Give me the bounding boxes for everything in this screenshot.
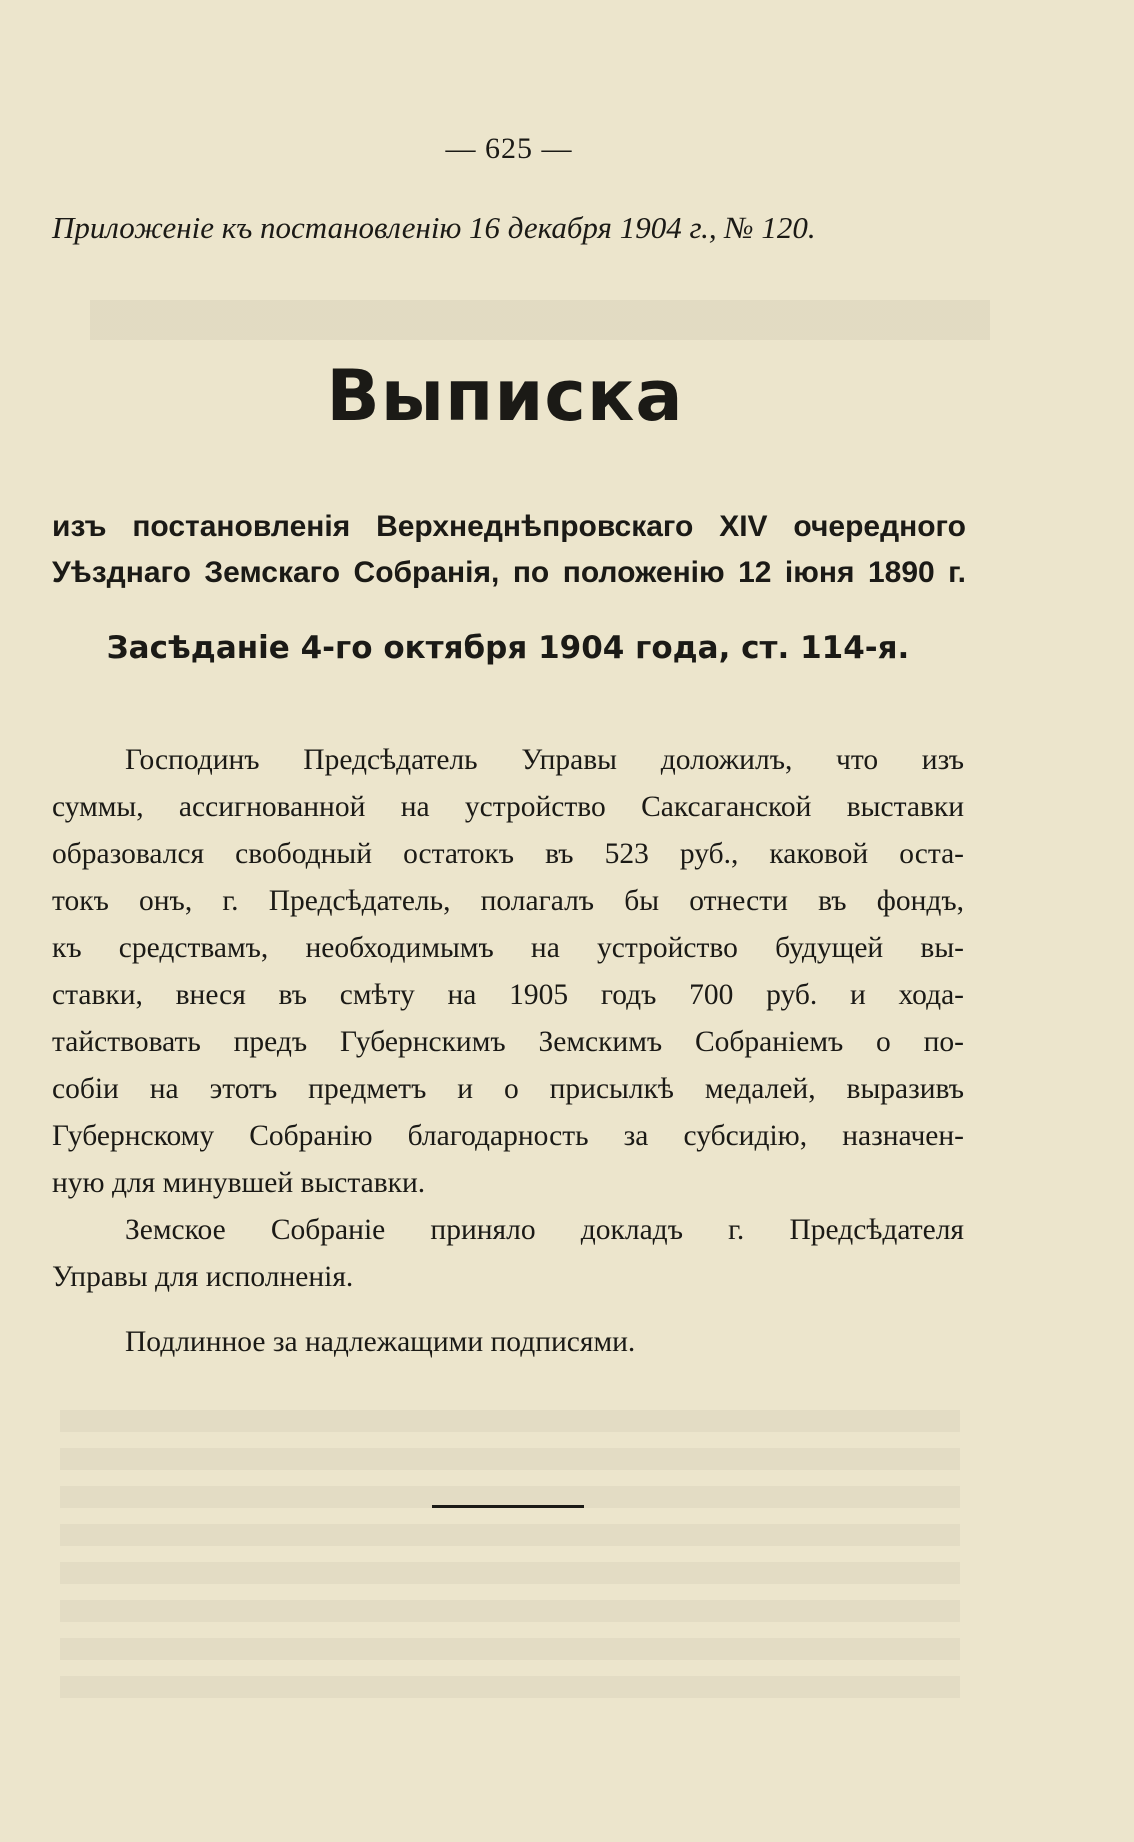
paragraph-line: суммы, ассигнованной на устройство Саксаганской выставки	[52, 791, 964, 823]
paragraph-line: Губернскому Собранію благодарность за субсидію, назначен-	[52, 1120, 964, 1152]
paragraph-line: тайствовать предъ Губернскимъ Земскимъ Собраніемъ о по-	[52, 1026, 964, 1058]
paragraph-line: Управы для исполненія.	[52, 1261, 354, 1293]
subtitle-line: изъ постановленія Верхнеднѣпровскаго XIV очередного	[52, 510, 966, 543]
document-title: Выписка	[326, 355, 684, 437]
session-heading: Засѣданіе 4-го октября 1904 года, ст. 114-я.	[106, 630, 910, 666]
paragraph-line: собіи на этотъ предметъ и о присылкѣ медалей, выразивъ	[52, 1073, 964, 1105]
signature-note: Подлинное за надлежащими подписями.	[125, 1326, 636, 1358]
paragraph-line: токъ онъ, г. Предсѣдатель, полагалъ бы отнести въ фондъ,	[52, 885, 964, 917]
appendix-line: Приложеніе къ постановленію 16 декабря 1904 г., № 120.	[52, 210, 816, 245]
paragraph-line: Господинъ Предсѣдатель Управы доложилъ, что изъ	[125, 744, 964, 776]
paragraph-line: ную для минувшей выставки.	[52, 1167, 426, 1199]
subtitle-line: Уѣзднаго Земскаго Собранія, по положенію 12 іюня 1890 г.	[52, 556, 966, 589]
paragraph-line: къ средствамъ, необходимымъ на устройство будущей вы-	[52, 932, 964, 964]
paragraph-line: Земское Собраніе приняло докладъ г. Предсѣдателя	[125, 1214, 964, 1246]
page-number: — 625 —	[445, 132, 573, 165]
bleed-through-decoration	[90, 300, 990, 340]
closing-rule	[432, 1505, 584, 1508]
bleed-through-decoration	[60, 1410, 960, 1710]
paragraph-line: образовался свободный остатокъ въ 523 руб., каковой оста-	[52, 838, 964, 870]
paragraph-line: ставки, внеся въ смѣту на 1905 годъ 700 руб. и хода-	[52, 979, 964, 1011]
